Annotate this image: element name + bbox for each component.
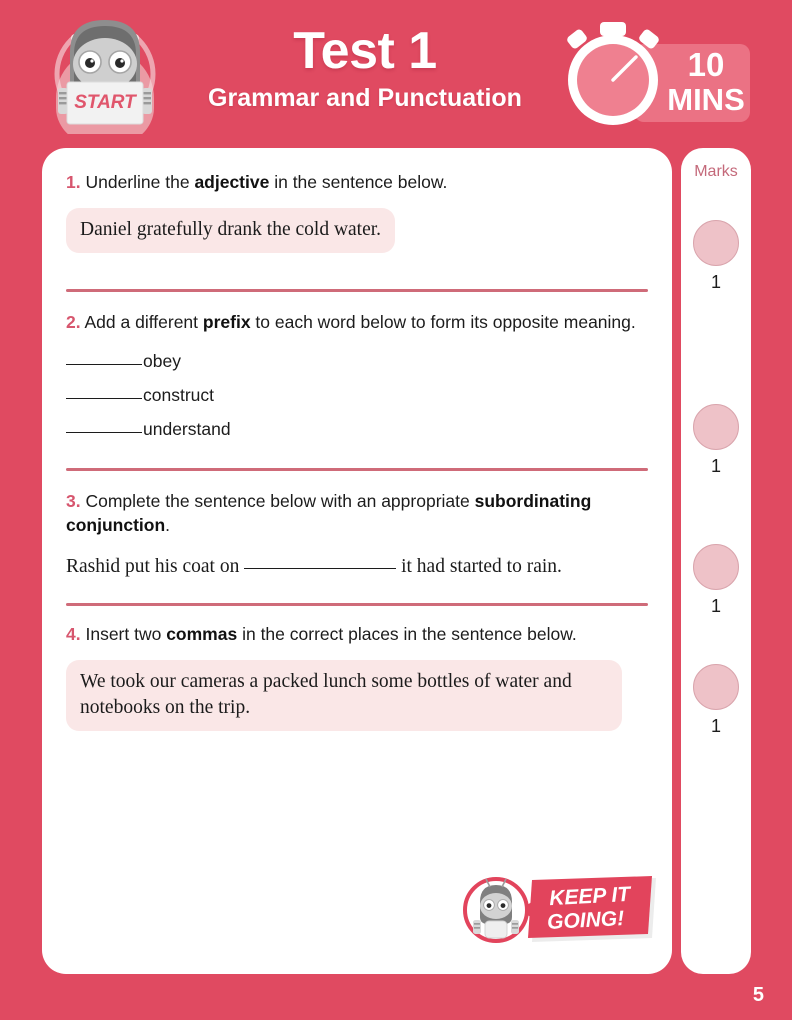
question-4-keyword: commas	[166, 624, 238, 644]
question-3-sentence[interactable]	[66, 553, 648, 581]
question-1-prompt-after: in the sentence below.	[269, 172, 448, 192]
timer-badge	[556, 14, 756, 140]
question-4-sentence-box[interactable]	[66, 660, 622, 731]
page-title: Test 1	[293, 22, 437, 80]
question-3-keyword: subordinating conjunction	[66, 491, 592, 535]
question-2-prompt-after: to each word below to form its opposite meaning.	[250, 312, 636, 332]
prefix-word-1: obey	[143, 351, 181, 371]
mascot-encouragement	[460, 876, 660, 958]
question-4	[66, 622, 648, 731]
divider-1	[66, 289, 648, 292]
prefix-blank-3[interactable]	[66, 432, 142, 433]
question-4-prompt	[66, 622, 648, 646]
mark-slot-4	[681, 664, 751, 738]
prefix-word-3: understand	[143, 419, 231, 439]
page-header	[0, 0, 792, 148]
mark-value-2: 1	[710, 456, 721, 476]
list-item[interactable]	[66, 412, 648, 446]
question-3-prompt-before: Complete the sentence below with an appropriate	[80, 491, 475, 511]
timer-unit: MINS	[667, 82, 745, 117]
question-2-keyword: prefix	[202, 312, 251, 332]
question-2-prompt	[66, 310, 648, 334]
question-3-number: 3.	[66, 491, 81, 511]
question-4-prompt-after: in the correct places in the sentence below.	[237, 624, 577, 644]
question-1-prompt-before: Underline the	[80, 172, 195, 192]
question-4-prompt-before: Insert two	[80, 624, 167, 644]
mark-slot-1	[681, 220, 751, 294]
timer-value: 10	[687, 46, 725, 83]
speech-line-1: KEEP IT	[548, 882, 631, 911]
prefix-answer-list	[66, 344, 648, 446]
mark-slot-3	[681, 544, 751, 618]
speech-line-2: GOING!	[546, 907, 625, 935]
question-1-keyword: adjective	[194, 172, 270, 192]
marks-column-title: Marks	[694, 163, 738, 180]
question-3-sentence-before: Rashid put his coat on	[66, 556, 245, 577]
mark-value-1: 1	[710, 272, 721, 292]
question-1-sentence-box[interactable]	[66, 208, 395, 253]
question-3	[66, 489, 648, 606]
title-block	[190, 22, 540, 114]
mark-circle-4[interactable]	[693, 664, 739, 710]
stopwatch-icon	[556, 14, 756, 140]
list-item[interactable]	[66, 344, 648, 378]
mark-value-4: 1	[710, 716, 721, 736]
mark-value-3: 1	[710, 596, 721, 616]
page-number: 5	[752, 984, 764, 1006]
question-3-sentence-after: it had started to rain.	[396, 556, 562, 577]
question-1-prompt	[66, 170, 648, 194]
question-4-sentence: We took our cameras a packed lunch some bottles of water and notebooks on the trip.	[80, 671, 572, 718]
start-robot-badge	[46, 12, 164, 134]
start-badge-label: START	[74, 92, 136, 113]
prefix-blank-2[interactable]	[66, 398, 142, 399]
question-4-number: 4.	[66, 624, 81, 644]
mark-circle-3[interactable]	[693, 544, 739, 590]
robot-start-icon	[46, 12, 164, 134]
question-3-prompt	[66, 489, 648, 537]
question-2-number: 2.	[66, 312, 81, 332]
mark-circle-2[interactable]	[693, 404, 739, 450]
question-1-sentence: Daniel gratefully drank the cold water.	[80, 219, 382, 240]
question-1	[66, 170, 648, 292]
prefix-blank-1[interactable]	[66, 364, 142, 365]
question-2	[66, 310, 648, 471]
page-subtitle: Grammar and Punctuation	[208, 84, 522, 112]
question-3-prompt-after: .	[165, 515, 171, 535]
mark-slot-2	[681, 404, 751, 478]
marks-column	[681, 148, 751, 974]
divider-2	[66, 468, 648, 471]
conjunction-blank[interactable]	[244, 568, 396, 569]
keep-it-going-icon	[460, 876, 660, 958]
worksheet-card	[42, 148, 672, 974]
divider-3	[66, 603, 648, 606]
list-item[interactable]	[66, 378, 648, 412]
mark-circle-1[interactable]	[693, 220, 739, 266]
question-1-number: 1.	[66, 172, 81, 192]
question-2-prompt-before: Add a different	[80, 312, 203, 332]
prefix-word-2: construct	[143, 385, 214, 405]
